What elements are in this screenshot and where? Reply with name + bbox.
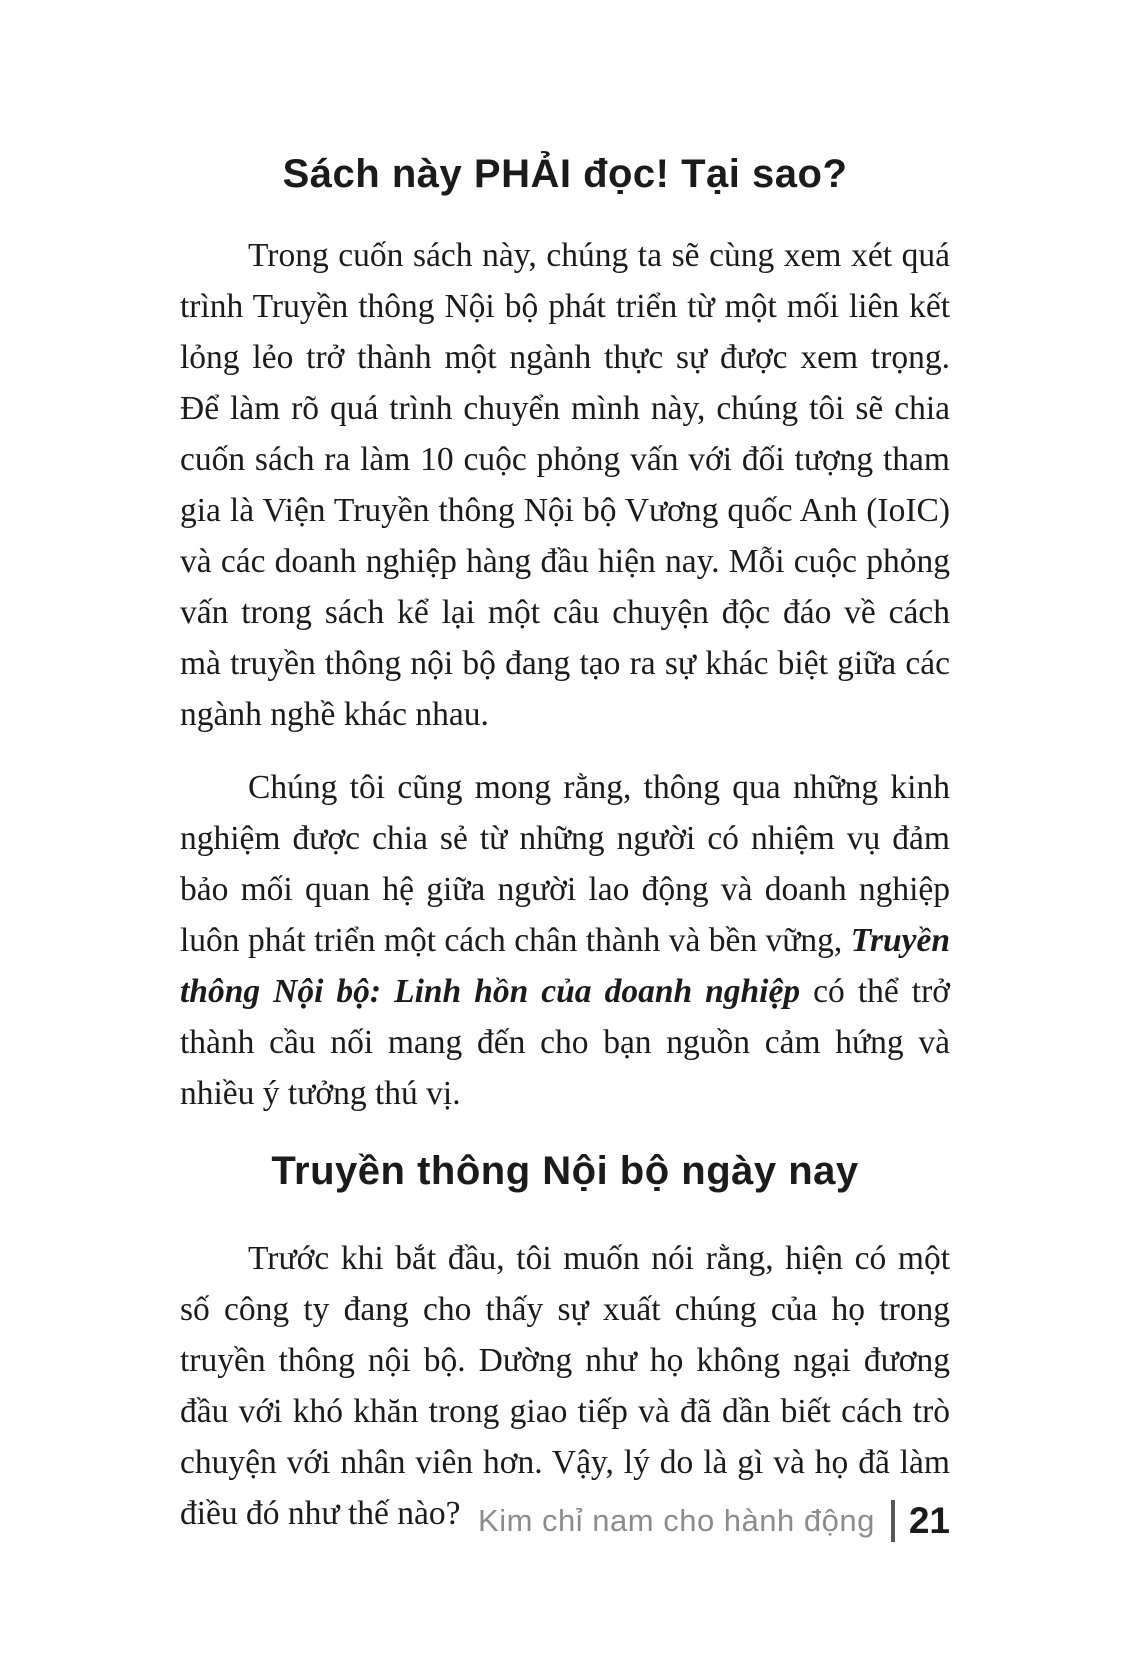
paragraph-companies-today: Trước khi bắt đầu, tôi muốn nói rằng, hiện có một số công ty đang cho thấy sự xuất chúng của họ trong truyền thông nội bộ. Dường như họ không ngại đương đầu với khó khăn trong giao tiếp và đã dần biết cách trò chuyện với nhân viên hơn. Vậy, lý do là gì và họ đã làm điều đó như thế nào?: [180, 1240, 950, 1532]
footer-divider-bar: [891, 1500, 895, 1542]
footer-running-title: Kim chỉ nam cho hành động: [478, 1503, 875, 1538]
paragraph-book-hope: [180, 762, 950, 1119]
page-footer: [478, 1500, 950, 1542]
paragraph-book-overview: Trong cuốn sách này, chúng ta sẽ cùng xem xét quá trình Truyền thông Nội bộ phát triển từ một mối liên kết lỏng lẻo trở thành một ngành thực sự được xem trọng. Để làm rõ quá trình chuyển mình này, chúng tôi sẽ chia cuốn sách ra làm 10 cuộc phỏng vấn với đối tượng tham gia là Viện Truyền thông Nội bộ Vương quốc Anh (IoIC) và các doanh nghiệp hàng đầu hiện nay. Mỗi cuộc phỏng vấn trong sách kể lại một câu chuyện độc đáo về cách mà truyền thông nội bộ đang tạo ra sự khác biệt giữa các ngành nghề khác nhau.: [180, 237, 950, 733]
footer-page-number: 21: [908, 1500, 950, 1541]
paragraph-book-hope-text-before: Chúng tôi cũng mong rằng, thông qua những kinh nghiệm được chia sẻ từ những người có nhiệm vụ đảm bảo mối quan hệ giữa người lao động và doanh nghiệp luôn phát triển một cách chân thành và bền vững,: [180, 769, 950, 959]
section-heading-internal-comms-today: Truyền thông Nội bộ ngày nay: [271, 1149, 859, 1193]
book-title-emphasis: Truyền thông Nội bộ: Linh hồn của doanh nghiệp: [180, 922, 950, 1010]
section-heading-why-read: Sách này PHẢI đọc! Tại sao?: [282, 152, 848, 196]
paragraph-book-hope-text-after: có thể trở thành cầu nối mang đến cho bạn nguồn cảm hứng và nhiều ý tưởng thú vị.: [180, 973, 950, 1112]
